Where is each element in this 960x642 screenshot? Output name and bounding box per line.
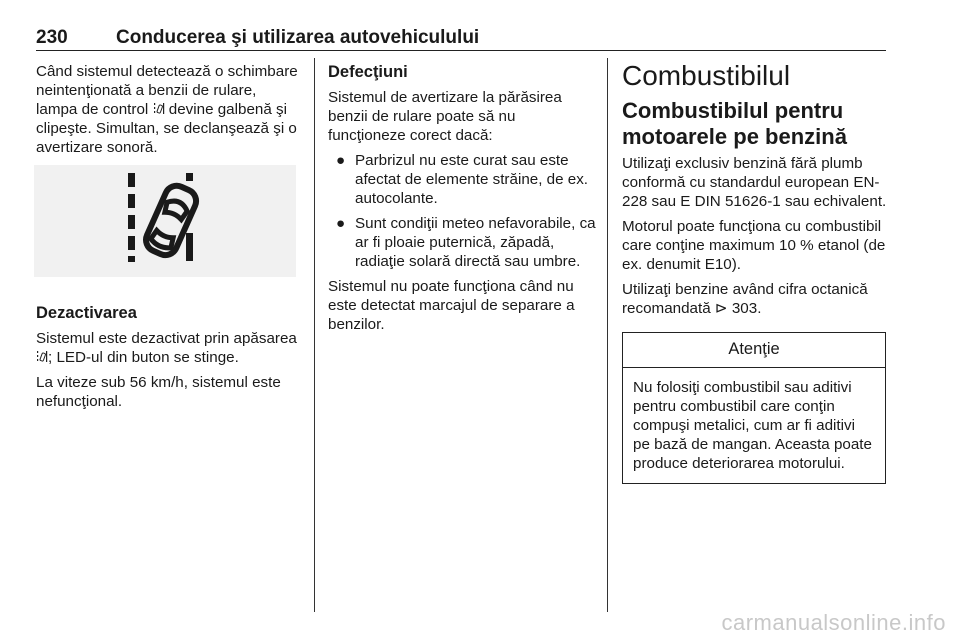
lane-departure-icon <box>34 165 296 277</box>
list-item: ● Sunt condiţii meteo nefavorabile, ca ar fi ploaie puternică, zăpadă, radiaţie solară directă sau umbre. <box>336 215 596 270</box>
fuel-paragraph-1: Utilizaţi exclusiv benzină fără plumb conformă cu standardul european EN-228 sau E DIN 51626-1 sau echivalent. <box>622 155 887 210</box>
column-divider-1 <box>314 58 315 612</box>
faults-list <box>328 151 596 271</box>
lane-departure-icon <box>36 350 48 363</box>
chapter-title: Conducerea şi utilizarea autovehiculului <box>116 27 480 48</box>
deactivation-paragraph-1: Sistemul este dezactivat prin apăsarea ; LED-ul din buton se stinge. <box>36 330 297 366</box>
bullet-icon: ● <box>336 215 346 232</box>
section-heading-faults: Defecţiuni <box>328 63 408 81</box>
page-reference-icon: ⊳ <box>714 300 728 317</box>
column-divider-2 <box>607 58 608 612</box>
column-right <box>622 62 888 484</box>
warning-box <box>622 332 886 484</box>
warning-body: Nu folosiţi combustibil sau aditivi pentru combustibil care conţin compuşi metalici, cum ar fi aditivi pe bază de mangan. Aceasta poate produce deteriorarea motorului. <box>633 379 872 472</box>
section-title-fuel: Combustibilul <box>622 60 791 91</box>
column-left <box>36 62 298 417</box>
lane-departure-icon <box>153 102 165 115</box>
deactivation-paragraph-2: La viteze sub 56 km/h, sistemul este nefuncţional. <box>36 374 281 410</box>
page-number: 230 <box>36 27 68 48</box>
subsection-title-petrol: Combustibilul pentru motoarele pe benzină <box>622 98 847 149</box>
page-header <box>36 28 886 51</box>
bullet-icon: ● <box>336 152 346 169</box>
faults-intro: Sistemul de avertizare la părăsirea benzii de rulare poate să nu funcţioneze corect dacă: <box>328 89 562 144</box>
column-middle <box>328 62 596 340</box>
list-item: ● Parbrizul nu este curat sau este afectat de elemente străine, de ex. autocolante. <box>336 152 589 207</box>
watermark: carmanualsonline.info <box>721 610 946 635</box>
lane-departure-illustration <box>34 165 296 277</box>
warning-title: Atenţie <box>623 333 885 368</box>
page-reference-link[interactable]: 303. <box>731 300 762 317</box>
intro-paragraph: Când sistemul detectează o schimbare neintenţionată a benzii de rulare, lampa de control devine galbenă şi clipeşte. Simultan, se declanşează şi o avertizare sonoră. <box>36 63 298 156</box>
faults-outro: Sistemul nu poate funcţiona când nu este detectat marcajul de separare a benzilor. <box>328 278 575 333</box>
section-heading-deactivation: Dezactivarea <box>36 304 137 322</box>
fuel-paragraph-3: Utilizaţi benzine având cifra octanică recomandată ⊳ 303. <box>622 281 868 317</box>
fuel-paragraph-2: Motorul poate funcţiona cu combustibil care conţine maximum 10 % etanol (de ex. denumit E10). <box>622 218 886 273</box>
